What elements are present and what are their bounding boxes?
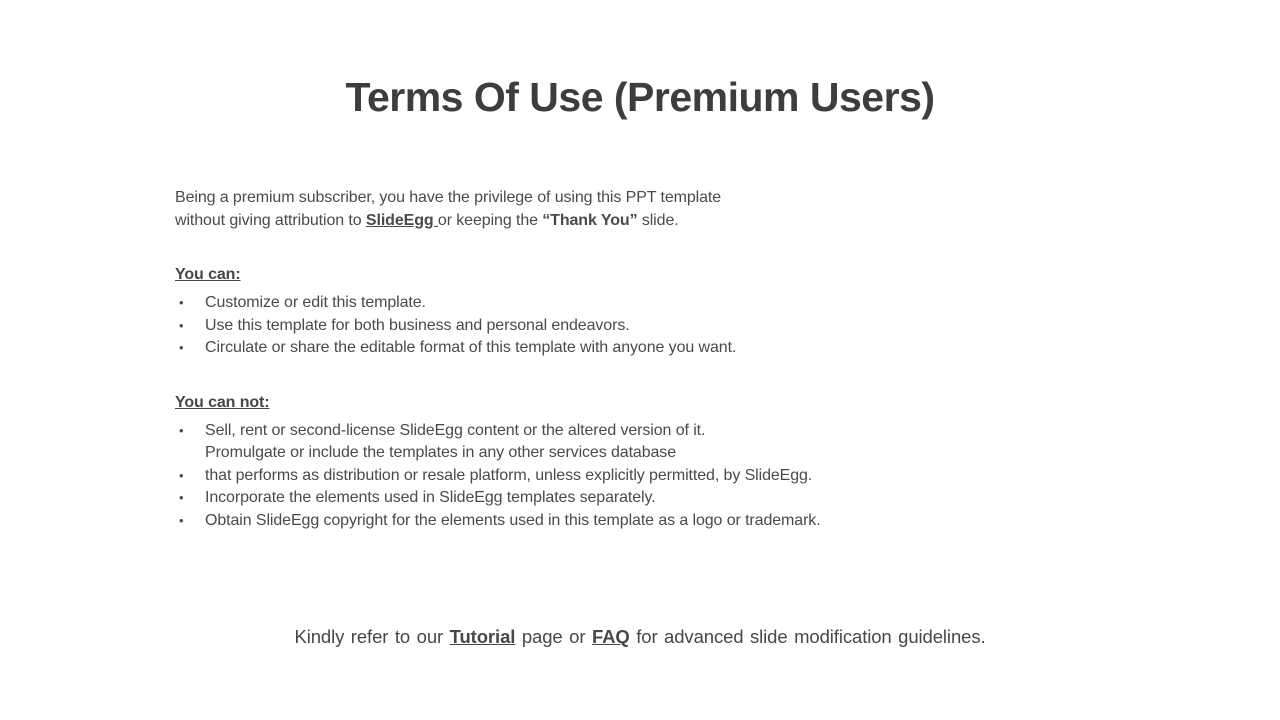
list-item (175, 315, 945, 338)
tutorial-link[interactable]: Tutorial (449, 626, 516, 647)
you-cannot-heading: You can not: (175, 393, 270, 411)
you-cannot-section (175, 360, 945, 533)
list-item-text: Use this template for both business and personal endeavors. (205, 316, 630, 334)
list-item-text: that performs as distribution or resale platform, unless explicitly permitted, by SlideEgg. (205, 466, 813, 484)
thank-you-emphasis: “Thank You” (542, 212, 638, 229)
list-item-text: Circulate or share the editable format of this template with anyone you want. (205, 339, 737, 356)
list-item (175, 337, 945, 360)
intro-line-2-text: without giving attribution to (175, 212, 366, 229)
footer-text: for advanced slide modification guidelines. (629, 626, 986, 647)
you-can-heading: You can: (175, 266, 241, 283)
intro-line-2-text: slide. (637, 212, 679, 229)
intro-line-2 (175, 209, 945, 232)
list-item-text: Obtain SlideEgg copyright for the elements used in this template as a logo or trademark. (205, 511, 821, 529)
slideegg-link[interactable]: SlideEgg (365, 212, 438, 229)
list-item-text: Customize or edit this template. (205, 294, 426, 311)
list-item (175, 465, 945, 488)
list-item-text: Incorporate the elements used in SlideEgg templates separately. (205, 489, 656, 506)
terms-content (175, 186, 945, 532)
list-item (175, 510, 945, 533)
list-item (175, 487, 945, 510)
list-item-text: Sell, rent or second-license SlideEgg content or the altered version of it. (205, 421, 706, 439)
footer-text: Kindly refer to our (294, 626, 450, 647)
list-item (175, 292, 945, 315)
list-item-continuation-text: Promulgate or include the templates in any other services database (205, 444, 677, 461)
intro-line-2-text: or keeping the (437, 212, 543, 229)
footer-text: page or (515, 626, 592, 647)
you-can-list (175, 292, 945, 360)
you-cannot-list (175, 420, 945, 533)
you-can-section (175, 232, 945, 360)
intro-line-1: Being a premium subscriber, you have the privilege of using this PPT template (175, 189, 722, 206)
intro-paragraph (175, 186, 945, 232)
footer-note (0, 625, 1280, 649)
faq-link[interactable]: FAQ (591, 626, 630, 647)
slide-title: Terms Of Use (Premium Users) (345, 74, 935, 120)
list-item (175, 420, 945, 465)
